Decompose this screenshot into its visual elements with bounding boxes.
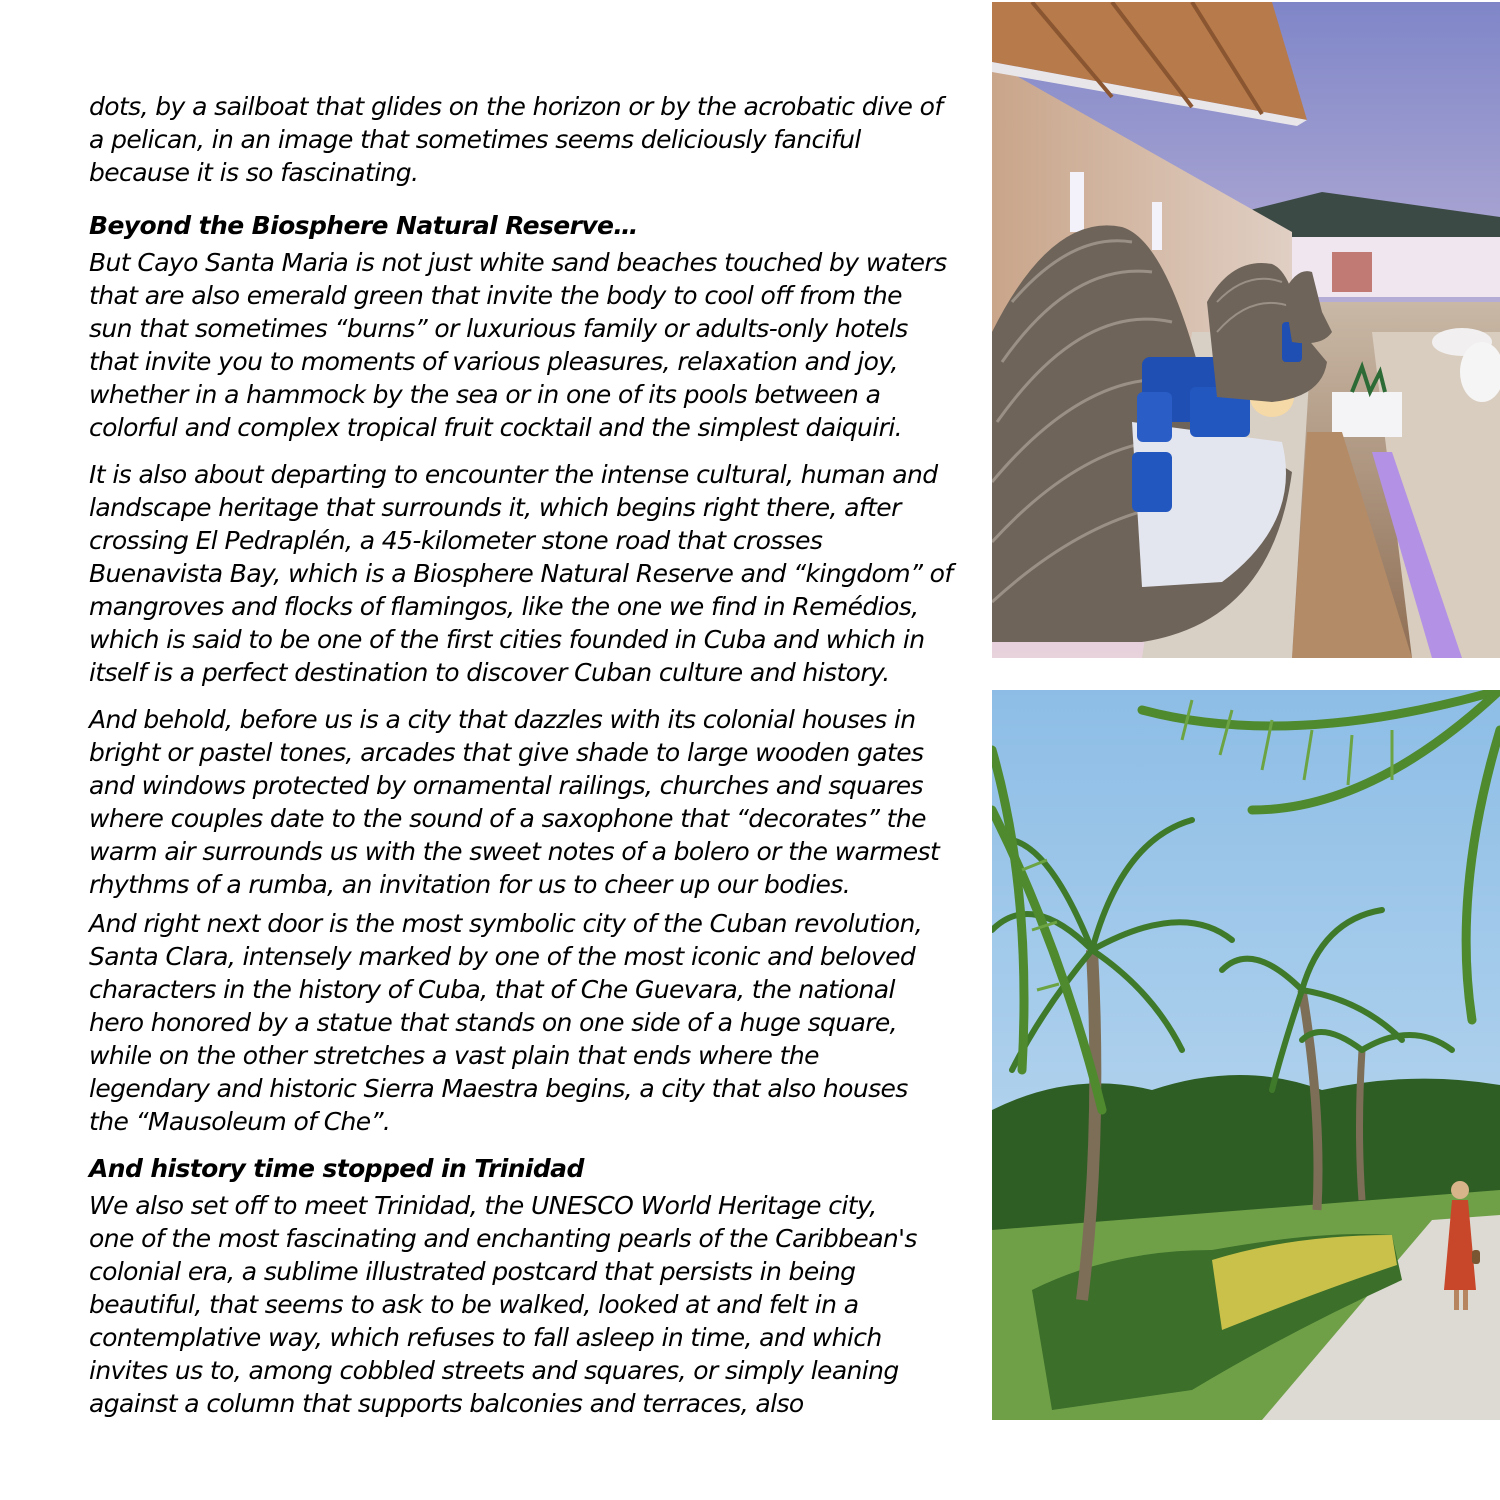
text-line: colorful and complex tropical fruit cocktail and the simplest daiquiri. — [89, 413, 903, 442]
text-line: while on the other stretches a vast plain that ends where the — [89, 1041, 819, 1070]
text-line: warm air surrounds us with the sweet notes of a bolero or the warmest — [89, 837, 940, 866]
text-line: And right next door is the most symbolic city of the Cuban revolution, — [89, 909, 923, 938]
text-line: whether in a hammock by the sea or in one of its pools between a — [89, 380, 881, 409]
text-line: one of the most fascinating and enchanting pearls of the Caribbean's — [89, 1224, 917, 1253]
text-line: that invite you to moments of various pleasures, relaxation and joy, — [89, 347, 898, 376]
text-line: Buenavista Bay, which is a Biosphere Natural Reserve and “kingdom” of — [89, 559, 953, 588]
text-line: dots, by a sailboat that glides on the horizon or by the acrobatic dive of — [89, 92, 943, 121]
text-line: invites us to, among cobbled streets and squares, or simply leaning — [89, 1356, 899, 1385]
text-line: because it is so fascinating. — [89, 158, 419, 187]
text-line: against a column that supports balconies and terraces, also — [89, 1389, 804, 1418]
text-line: Santa Clara, intensely marked by one of the most iconic and beloved — [89, 942, 916, 971]
paragraph-cultural-heritage — [89, 458, 954, 689]
text-line: landscape heritage that surrounds it, which begins right there, after — [89, 493, 901, 522]
text-line: characters in the history of Cuba, that of Che Guevara, the national — [89, 975, 895, 1004]
article-text — [89, 90, 954, 1434]
section-heading-biosphere: Beyond the Biosphere Natural Reserve… — [89, 211, 638, 240]
paragraph-intro — [89, 90, 954, 189]
text-line: And behold, before us is a city that dazzles with its colonial houses in — [89, 705, 916, 734]
text-line: It is also about departing to encounter the intense cultural, human and — [89, 460, 938, 489]
text-line: crossing El Pedraplén, a 45-kilometer stone road that crosses — [89, 526, 823, 555]
text-line: the “Mausoleum of Che”. — [89, 1107, 391, 1136]
paragraph-colonial-city — [89, 703, 954, 901]
text-line: which is said to be one of the first cities founded in Cuba and which in — [89, 625, 925, 654]
text-line: We also set off to meet Trinidad, the UNESCO World Heritage city, — [89, 1191, 877, 1220]
text-line: where couples date to the sound of a saxophone that “decorates” the — [89, 804, 926, 833]
text-line: sun that sometimes “burns” or luxurious family or adults-only hotels — [89, 314, 908, 343]
paragraph-cayo-santa-maria — [89, 246, 954, 444]
resort-terrace-illustration — [992, 2, 1500, 658]
paragraph-trinidad — [89, 1189, 954, 1420]
text-line: colonial era, a sublime illustrated postcard that persists in being — [89, 1257, 856, 1286]
text-line: a pelican, in an image that sometimes seems deliciously fanciful — [89, 125, 861, 154]
palm-path-photo — [992, 690, 1500, 1420]
text-line: itself is a perfect destination to discover Cuban culture and history. — [89, 658, 890, 687]
resort-terrace-photo — [992, 2, 1500, 658]
text-line: contemplative way, which refuses to fall asleep in time, and which — [89, 1323, 882, 1352]
text-line: that are also emerald green that invite the body to cool off from the — [89, 281, 902, 310]
paragraph-santa-clara — [89, 907, 954, 1138]
text-line: beautiful, that seems to ask to be walked, looked at and felt in a — [89, 1290, 859, 1319]
text-line: rhythms of a rumba, an invitation for us to cheer up our bodies. — [89, 870, 851, 899]
text-line: mangroves and flocks of flamingos, like the one we find in Remédios, — [89, 592, 919, 621]
text-line: hero honored by a statue that stands on one side of a huge square, — [89, 1008, 898, 1037]
text-line: and windows protected by ornamental railings, churches and squares — [89, 771, 923, 800]
section-heading-trinidad: And history time stopped in Trinidad — [89, 1154, 584, 1183]
text-line: But Cayo Santa Maria is not just white sand beaches touched by waters — [89, 248, 947, 277]
palm-path-illustration — [992, 690, 1500, 1420]
text-line: bright or pastel tones, arcades that give shade to large wooden gates — [89, 738, 924, 767]
text-line: legendary and historic Sierra Maestra begins, a city that also houses — [89, 1074, 908, 1103]
